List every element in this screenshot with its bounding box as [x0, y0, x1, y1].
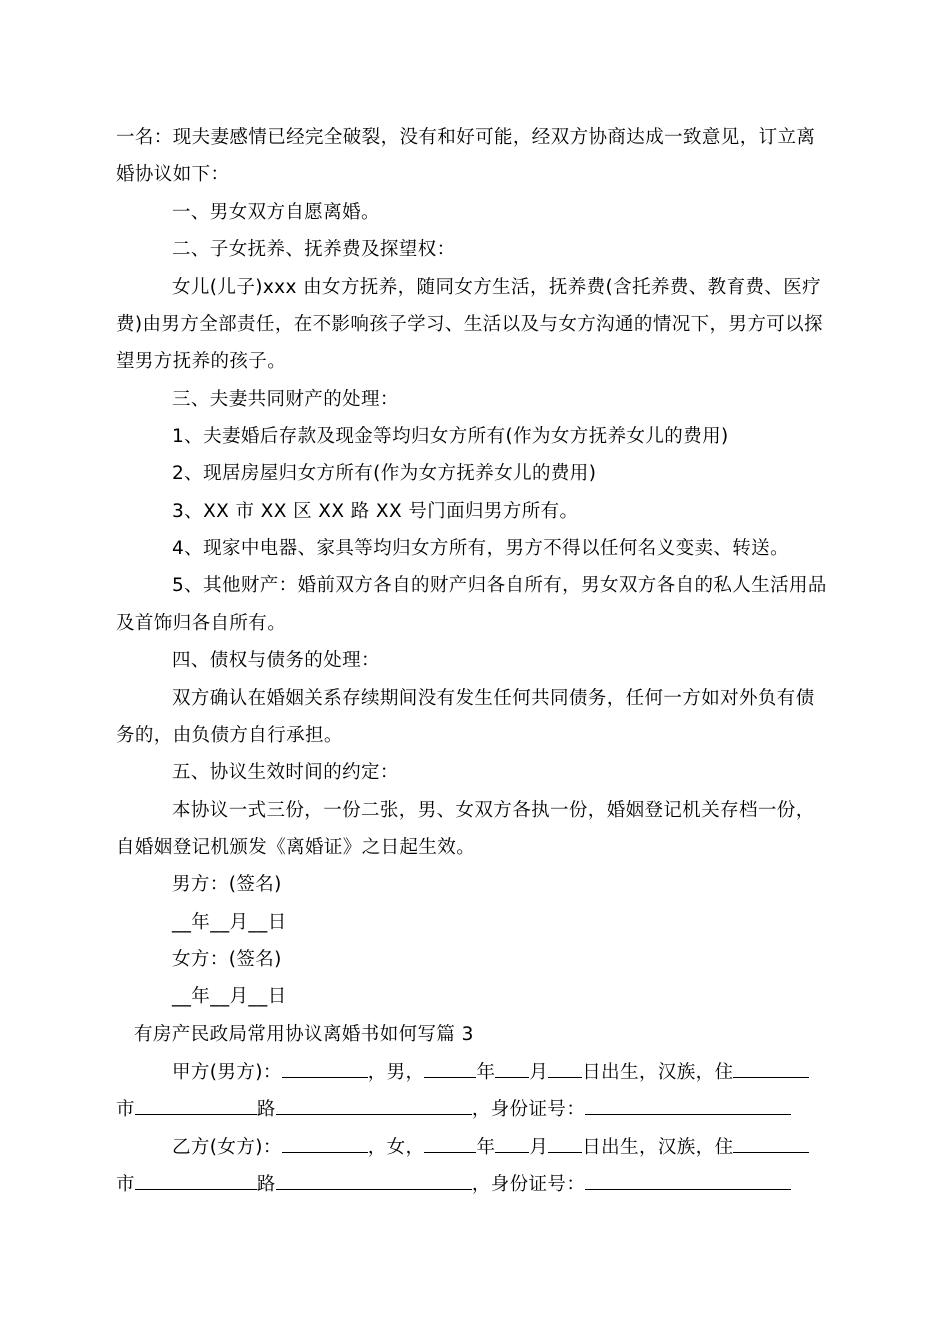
party-b-month-blank	[495, 1135, 529, 1153]
party-b-year-label: 年	[476, 1137, 496, 1158]
clause-2-text-line-1: 女儿(儿子)xxx 由女方抚养，随同女方生活，抚养费(含托养费、教育费、医疗	[172, 277, 822, 298]
clause-1: 一、男女双方自愿离婚。	[172, 202, 380, 223]
party-b-label: 乙方(女方)：	[172, 1137, 282, 1158]
party-b-day-blank	[548, 1135, 582, 1153]
clause-3-item-5-line-2: 及首饰归各自所有。	[116, 613, 287, 634]
party-b-id-label: ，身份证号：	[471, 1174, 586, 1195]
party-a-month-label: 月	[529, 1062, 549, 1083]
party-b-city-label: 市	[116, 1174, 135, 1195]
party-b-month-label: 月	[529, 1137, 549, 1158]
clause-3-item-4: 4、现家中电器、家具等均归女方所有，男方不得以任何名义变卖、转送。	[172, 538, 789, 559]
clause-5-text-line-1: 本协议一式三份，一份二张，男、女双方各执一份，婚姻登记机关存档一份，	[172, 800, 815, 821]
party-a-gender: ，男，	[367, 1062, 425, 1083]
party-b-line-2	[116, 1172, 836, 1197]
party-a-id-blank	[585, 1097, 791, 1115]
clause-3-item-3: 3、XX 市 XX 区 XX 路 XX 号门面归男方所有。	[172, 501, 579, 522]
party-b-id-blank	[585, 1172, 791, 1190]
clause-2-text-line-3: 望男方抚养的孩子。	[116, 351, 287, 372]
party-a-year-blank	[424, 1060, 476, 1078]
female-signature: 女方：(签名)	[172, 949, 282, 970]
party-a-address-blank	[733, 1060, 809, 1078]
party-a-line-1	[172, 1060, 892, 1085]
section-title-part-3: 有房产民政局常用协议离婚书如何写篇 3	[134, 1024, 474, 1045]
clause-3-heading: 三、夫妻共同财产的处理：	[172, 389, 399, 410]
clause-2-text-line-2: 费)由男方全部责任，在不影响孩子学习、生活以及与女方沟通的情况下，男方可以探	[116, 314, 823, 335]
clause-3-item-5-line-1: 5、其他财产：婚前双方各自的财产归各自所有，男女双方各自的私人生活用品	[172, 575, 827, 596]
party-b-road-blank	[276, 1172, 472, 1190]
party-a-name-blank	[282, 1060, 368, 1078]
party-a-line-2	[116, 1097, 836, 1122]
party-b-born-text: 日出生，汉族，住	[582, 1137, 734, 1158]
party-a-born-text: 日出生，汉族，住	[582, 1062, 734, 1083]
party-a-month-blank	[495, 1060, 529, 1078]
party-a-id-label: ，身份证号：	[471, 1099, 586, 1120]
party-a-year-label: 年	[476, 1062, 496, 1083]
clause-5-text-line-2: 自婚姻登记机颁发《离婚证》之日起生效。	[116, 837, 476, 858]
clause-3-item-1: 1、夫妻婚后存款及现金等均归女方所有(作为女方抚养女儿的费用)	[172, 426, 729, 447]
male-signature-date: __年__月__日	[172, 912, 287, 933]
party-b-line-1	[172, 1135, 892, 1160]
paragraph-intro-line-1: 一名：现夫妻感情已经完全破裂，没有和好可能，经双方协商达成一致意见，订立离	[116, 127, 816, 148]
party-b-address-blank	[733, 1135, 809, 1153]
party-a-city-blank	[135, 1097, 257, 1115]
clause-4-text-line-2: 务的，由负债方自行承担。	[116, 725, 343, 746]
male-signature: 男方：(签名)	[172, 874, 282, 895]
clause-4-text-line-1: 双方确认在婚姻关系存续期间没有发生任何共同债务，任何一方如对外负有债	[172, 688, 815, 709]
party-a-road-label: 路	[256, 1099, 276, 1120]
clause-3-item-2: 2、现居房屋归女方所有(作为女方抚养女儿的费用)	[172, 463, 597, 484]
party-a-road-blank	[276, 1097, 472, 1115]
clause-4-heading: 四、债权与债务的处理：	[172, 650, 380, 671]
party-b-city-blank	[135, 1172, 257, 1190]
party-b-year-blank	[424, 1135, 476, 1153]
clause-2-heading: 二、子女抚养、抚养费及探望权：	[172, 239, 456, 260]
party-b-road-label: 路	[256, 1174, 276, 1195]
paragraph-intro-line-2: 婚协议如下：	[116, 164, 230, 185]
party-b-name-blank	[282, 1135, 368, 1153]
party-a-label: 甲方(男方)：	[172, 1062, 282, 1083]
party-a-day-blank	[548, 1060, 582, 1078]
female-signature-date: __年__月__日	[172, 986, 287, 1007]
party-a-city-label: 市	[116, 1099, 135, 1120]
clause-5-heading: 五、协议生效时间的约定：	[172, 762, 399, 783]
party-b-gender: ，女，	[367, 1137, 425, 1158]
